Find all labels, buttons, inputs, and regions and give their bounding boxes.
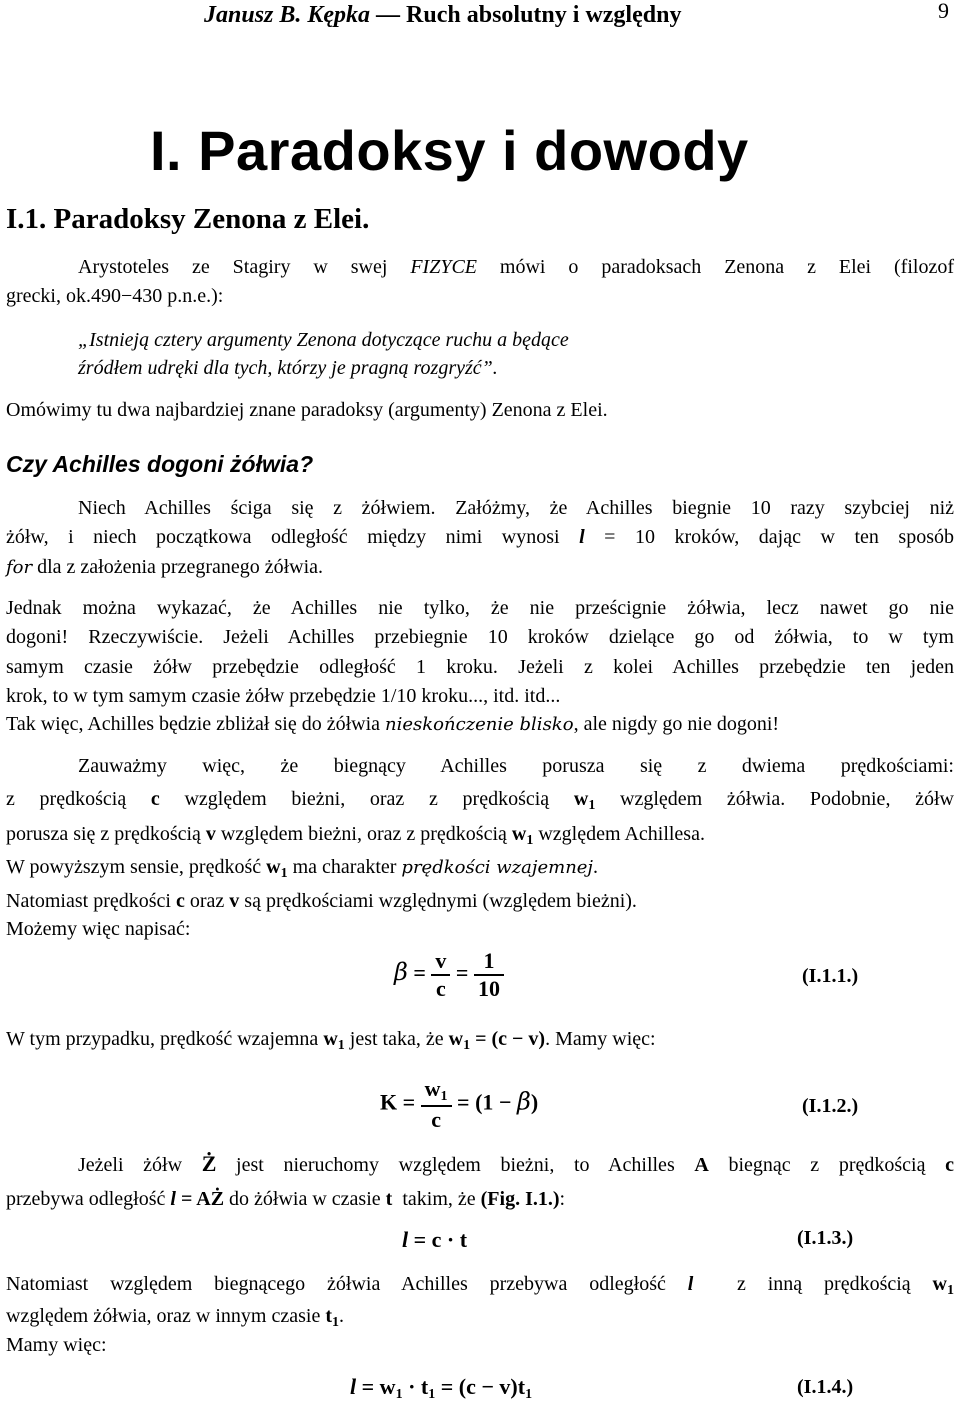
- niech-line-3: for dla z założenia przegranego żółwia.: [6, 556, 324, 578]
- intro-line-1: Arystoteles ze Stagiry w swej FIZYCE mówi o paradoksach Zenona z Elei (filozof: [78, 256, 954, 278]
- fraction-v-over-c: $\frac{v}{c}$: [431, 948, 450, 1002]
- chapter-title: I. Paradoksy i dowody: [150, 119, 749, 182]
- zauwazmy-line-3: porusza się z prędkością v względem bieżni, oraz z prędkością $w_1$ względem Achillesa.: [6, 823, 705, 848]
- fraction-1-over-10: $\frac{1}{10}$: [474, 948, 504, 1002]
- natomiast-line-1: Natomiast względem biegnącego żółwia Achilles przebywa odległość l z inną prędkością $w_1$: [6, 1273, 954, 1298]
- equation-2: K = $\frac{w_1}{c}$ = (1 − β): [380, 1076, 539, 1132]
- subsection-title: Czy Achilles dogoni żółwia?: [6, 451, 314, 477]
- page-number: 9: [938, 0, 949, 23]
- nieskonczenie-blisko: nieskończenie blisko: [385, 714, 574, 735]
- header-title: Ruch absolutny i względny: [406, 2, 682, 28]
- zauwazmy-line-6: Możemy więc napisać:: [6, 918, 191, 940]
- jednak-line-2: dogoni! Rzeczywiście. Jeżeli Achilles przebiegnie 10 kroków dzielące go od żółwia, to w tym: [6, 626, 954, 648]
- fizyce-title: FIZYCE: [410, 256, 478, 278]
- jezeli-line-1: Jeżeli żółw Ż jest nieruchomy względem bieżni, to Achilles A biegnąc z prędkością c: [78, 1151, 954, 1176]
- equation-3-label: (I.1.3.): [797, 1227, 854, 1249]
- niech-line-2: żółw, i niech początkowa odległość między nimi wynosi l = 10 kroków, dając w ten sposób: [6, 526, 954, 548]
- equation-1: β = $\frac{v}{c}$ = $\frac{1}{10}$: [394, 948, 504, 1002]
- quote-line-2: źródłem udręki dla tych, którzy je pragną rozgryźć”.: [78, 357, 498, 379]
- zauwazmy-line-4: W powyższym sensie, prędkość $w_1$ ma charakter prędkości wzajemnej.: [6, 856, 599, 881]
- jednak-line-5: Tak więc, Achilles będzie zbliżał się do żółwia nieskończenie blisko, ale nigdy go nie dogoni!: [6, 713, 780, 735]
- running-header: [204, 2, 681, 29]
- quote-line-1: „Istnieją cztery argumenty Zenona dotyczące ruchu a będące: [78, 329, 569, 351]
- zauwazmy-line-1: Zauważmy więc, że biegnący Achilles porusza się z dwiema prędkościami:: [78, 755, 954, 777]
- equation-4-label: (I.1.4.): [797, 1376, 854, 1398]
- jezeli-line-2: przebywa odległość l = AŻ do żółwia w czasie t takim, że (Fig. I.1.):: [6, 1188, 566, 1210]
- beta-symbol: β: [394, 958, 408, 987]
- jednak-line-4: krok, to w tym samym czasie żółw przebędzie 1/10 kroku..., itd. itd...: [6, 685, 561, 707]
- equation-2-label: (I.1.2.): [802, 1095, 859, 1117]
- paragraph-omowimy: Omówimy tu dwa najbardziej znane paradoksy (argumenty) Zenona z Elei.: [6, 399, 608, 421]
- header-dash: —: [370, 2, 407, 28]
- natomiast-line-3: Mamy więc:: [6, 1334, 107, 1356]
- fraction-w1-over-c: $\frac{w_1}{c}$: [421, 1076, 452, 1133]
- equation-3: l = c · t: [402, 1227, 468, 1252]
- section-title: I.1. Paradoksy Zenona z Elei.: [6, 203, 370, 235]
- zauwazmy-line-5: Natomiast prędkości c oraz v są prędkościami względnymi (względem bieżni).: [6, 890, 637, 912]
- header-author: Janusz B. Kępka: [204, 2, 371, 28]
- equation-4: $l = w_1 \cdot t_1 = (c - v)t_1$: [350, 1374, 533, 1402]
- jednak-line-3: samym czasie żółw przebędzie odległość 1 kroku. Jeżeli z kolei Achilles przebędzie ten jeden: [6, 656, 954, 678]
- jednak-line-1: Jednak można wykazać, że Achilles nie tylko, że nie prześcignie żółwia, lecz nawet go nie: [6, 597, 954, 619]
- var-l: l: [579, 526, 585, 548]
- niech-line-1: Niech Achilles ściga się z żółwiem. Załóżmy, że Achilles biegnie 10 razy szybciej niż: [78, 497, 954, 519]
- for-word: for: [6, 557, 33, 578]
- wtym-line: W tym przypadku, prędkość wzajemna $w_1$ jest taka, że $w_1 = (c - v)$. Mamy więc:: [6, 1028, 656, 1053]
- natomiast-line-2: względem żółwia, oraz w innym czasie $t_1$.: [6, 1305, 344, 1330]
- intro-line-2: grecki, ok.490−430 p.n.e.):: [6, 285, 224, 307]
- equation-1-label: (I.1.1.): [802, 965, 859, 987]
- zauwazmy-line-2: z prędkością c względem bieżni, oraz z prędkością $w_1$ względem żółwia. Podobnie, żółw: [6, 788, 954, 813]
